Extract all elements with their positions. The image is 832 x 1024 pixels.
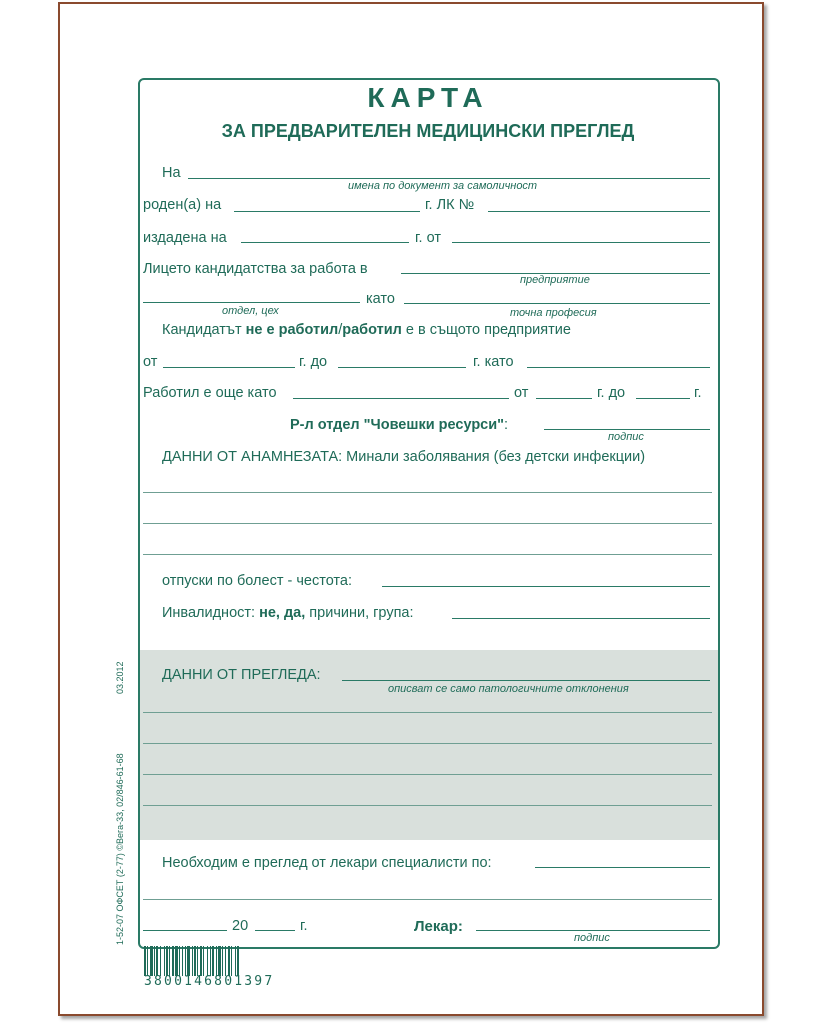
barcode-bar	[175, 946, 178, 976]
label-year-end: г.	[694, 385, 702, 401]
worked-as-line[interactable]	[527, 367, 710, 368]
label-na: На	[162, 165, 181, 181]
barcode-bar	[160, 946, 161, 976]
label-worked-also: Работил е още като	[143, 385, 277, 401]
exam-line-3[interactable]	[143, 774, 712, 775]
barcode-bar	[182, 946, 183, 976]
barcode-bar	[187, 946, 190, 976]
barcode-bar	[185, 946, 186, 976]
specialists-label: Необходим е преглед от лекари специалисти по:	[162, 855, 492, 871]
label-year-to: г. до	[299, 354, 328, 370]
barcode-bar	[225, 946, 226, 976]
doctor-signature-line[interactable]	[476, 930, 710, 931]
to-date-line[interactable]	[338, 367, 466, 368]
anamnesis-line-2[interactable]	[143, 523, 712, 524]
other-to-line[interactable]	[636, 398, 690, 399]
disability-prefix: Инвалидност:	[162, 605, 256, 621]
other-job-line[interactable]	[293, 398, 509, 399]
margin-date: 03.2012	[115, 661, 125, 694]
barcode-bar	[172, 946, 174, 976]
hr-head-label	[290, 417, 508, 433]
label-born: роден(а) на	[143, 197, 222, 213]
disability-suffix: причини, група:	[309, 605, 414, 621]
disability-label	[162, 605, 414, 621]
barcode-bar	[222, 946, 223, 976]
label-as: като	[366, 291, 395, 307]
barcode-bar	[179, 946, 180, 976]
issued-date-line[interactable]	[241, 242, 409, 243]
candidate-suffix: е в същото предприятие	[405, 322, 571, 338]
barcode-bar	[207, 946, 208, 976]
hr-colon: :	[504, 417, 509, 433]
barcode-bar	[197, 946, 198, 976]
label-year-as: г. като	[473, 354, 514, 370]
department-line[interactable]	[143, 302, 360, 303]
option-slash: /	[338, 322, 343, 338]
doctor-label: Лекар:	[414, 918, 463, 935]
exam-line-4[interactable]	[143, 805, 712, 806]
hr-signature-hint: подпис	[608, 431, 644, 443]
date-line[interactable]	[143, 930, 227, 931]
barcode-bar	[147, 946, 148, 976]
exam-hint: описват се само патологичните отклонения	[388, 683, 629, 695]
form-title: КАРТА	[367, 82, 489, 113]
anamnesis-line-1[interactable]	[143, 492, 712, 493]
year-line[interactable]	[255, 930, 295, 931]
barcode-bar	[237, 946, 239, 976]
exam-heading: ДАННИ ОТ ПРЕГЛЕДА:	[162, 667, 321, 683]
sick-leave-label: отпуски по болест - честота:	[162, 573, 353, 589]
barcode-bar	[210, 946, 211, 976]
barcode-number: 3800146801397	[144, 974, 275, 989]
anamnesis-line-3[interactable]	[143, 554, 712, 555]
candidate-statement	[162, 322, 571, 338]
from-date-line[interactable]	[163, 367, 295, 368]
barcode-icon	[144, 946, 316, 976]
barcode-bar	[150, 946, 153, 976]
exam-line-2[interactable]	[143, 743, 712, 744]
anamnesis-heading: ДАННИ ОТ АНАМНЕЗАТА: Минали заболявания (без детски инфекции)	[162, 449, 646, 465]
label-from-2: от	[514, 385, 529, 401]
barcode-bar	[194, 946, 196, 976]
doctor-signature-hint: подпис	[574, 932, 610, 944]
not-worked-option[interactable]: не е работил	[245, 322, 339, 338]
label-from-year: г. от	[415, 230, 441, 246]
issued-by-line[interactable]	[452, 242, 710, 243]
names-hint: имена по документ за самоличност	[348, 180, 538, 192]
barcode-bar	[192, 946, 193, 976]
department-hint: отдел, цех	[222, 305, 279, 317]
barcode-bar	[164, 946, 165, 976]
disability-line[interactable]	[452, 618, 710, 619]
barcode-bar	[169, 946, 170, 976]
barcode-bar	[228, 946, 230, 976]
label-year-to-2: г. до	[597, 385, 626, 401]
specialists-line-2[interactable]	[143, 899, 712, 900]
name-line[interactable]	[188, 178, 710, 179]
barcode-bar	[231, 946, 232, 976]
barcode-bar	[203, 946, 204, 976]
worked-option[interactable]: работил	[342, 322, 402, 338]
label-issued: издадена на	[143, 230, 227, 246]
id-card-line[interactable]	[488, 211, 710, 212]
year-prefix: 20	[232, 918, 249, 934]
form-subtitle: ЗА ПРЕДВАРИТЕЛЕН МЕДИЦИНСКИ ПРЕГЛЕД	[221, 121, 635, 141]
birthdate-line[interactable]	[234, 211, 420, 212]
exam-line-1[interactable]	[143, 712, 712, 713]
sick-leave-line[interactable]	[382, 586, 710, 587]
barcode-bar	[212, 946, 214, 976]
enterprise-hint: предприятие	[520, 274, 590, 286]
barcode-bar	[235, 946, 236, 976]
label-from: от	[143, 354, 158, 370]
barcode-bar	[218, 946, 221, 976]
profession-hint: точна професия	[510, 307, 597, 319]
hr-signature-line[interactable]	[544, 429, 710, 430]
barcode-bar	[216, 946, 217, 976]
label-applies: Лицето кандидатства за работа в	[143, 261, 368, 277]
year-suffix: г.	[300, 918, 308, 934]
hr-head-text: Р-л отдел "Човешки ресурси"	[290, 417, 505, 433]
barcode-bar	[144, 946, 146, 976]
specialists-line[interactable]	[535, 867, 710, 868]
barcode-bar	[154, 946, 155, 976]
barcode-bar	[166, 946, 168, 976]
exam-line-0[interactable]	[342, 680, 710, 681]
barcode-bar	[156, 946, 158, 976]
disability-options[interactable]: не, да,	[259, 605, 306, 621]
other-from-line[interactable]	[536, 398, 592, 399]
candidate-prefix: Кандидатът	[162, 322, 242, 338]
label-lk: г. ЛК №	[425, 197, 475, 213]
profession-line[interactable]	[404, 303, 710, 304]
barcode-bar	[200, 946, 202, 976]
margin-publisher: 1-52-07 ОФСЕТ (2-77) ©Вега-33, 02/846-61-68	[115, 753, 125, 945]
